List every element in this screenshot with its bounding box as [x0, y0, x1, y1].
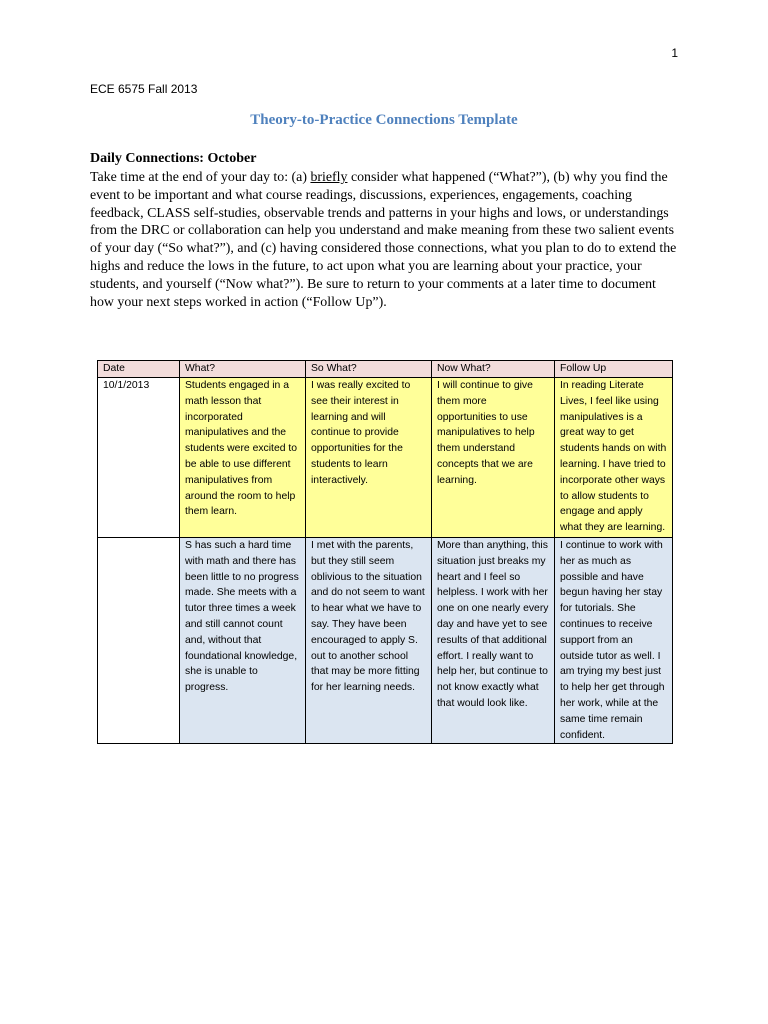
cell-what: Students engaged in a math lesson that incorporated manipulatives and the students were excited to be able to use different manipulatives from around the room to help them learn. — [180, 378, 306, 538]
instructions-text-start: Take time at the end of your day to: (a) — [90, 170, 311, 185]
cell-follow-up: In reading Literate Lives, I feel like using manipulatives is a great way to get students hands on with learning. I have tried to incorporate other ways to allow students to engage and apply what they are learning. — [555, 378, 673, 538]
instructions-text-rest: consider what happened (“What?”), (b) why you find the event to be important and what course readings, discussions, experiences, engagements, coaching feedback, CLASS self-studies, observable trends and patterns in your highs and lows, or understandings from the DRC or collaboration can help you understand and make meaning from these two salient events of your day (“So what?”), and (c) having considered those connections, what you plan to do to extend the highs and reduce the lows in the future, to act upon what you are learning about your practice, your students, and yourself (“Now what?”). Be sure to return to your comments at a later time to document how your next steps worked in action (“Follow Up”). — [90, 170, 677, 310]
table-header-row — [98, 361, 673, 378]
header-follow-up: Follow Up — [555, 361, 673, 378]
instructions-briefly: briefly — [310, 170, 348, 185]
cell-what: S has such a hard time with math and there has been little to no progress made. She meets with a tutor three times a week and still cannot count and, without that foundational knowledge, she is unable to progress. — [180, 537, 306, 743]
instructions-paragraph — [90, 169, 680, 311]
connections-table — [97, 360, 673, 744]
section-heading: Daily Connections: October — [90, 151, 257, 166]
cell-follow-up: I continue to work with her as much as possible and have begun having her stay for tutorials. She continues to receive support from an outside tutor as well. I am trying my best just to help her get through her work, while at the same time remain confident. — [555, 537, 673, 743]
table-row — [98, 378, 673, 538]
cell-now-what: More than anything, this situation just breaks my heart and I feel so helpless. I work with her one on one nearly every day and have yet to see results of that additional effort. I really want to help her, but continue to not know exactly what that would look like. — [432, 537, 555, 743]
table-row — [98, 537, 673, 743]
course-header: ECE 6575 Fall 2013 — [90, 82, 198, 96]
header-now-what: Now What? — [432, 361, 555, 378]
header-what: What? — [180, 361, 306, 378]
cell-so-what: I met with the parents, but they still seem oblivious to the situation and do not seem to want to hear what we have to say. They have been encouraged to apply S. out to another school that may be more fitting for her learning needs. — [306, 537, 432, 743]
document-title: Theory-to-Practice Connections Template — [250, 112, 518, 128]
cell-now-what: I will continue to give them more opportunities to use manipulatives to help them understand concepts that we are learning. — [432, 378, 555, 538]
page-number: 1 — [671, 46, 678, 60]
header-date: Date — [98, 361, 180, 378]
header-so-what: So What? — [306, 361, 432, 378]
cell-so-what: I was really excited to see their interest in learning and will continue to provide opportunities for the students to learn interactively. — [306, 378, 432, 538]
cell-date: 10/1/2013 — [98, 378, 180, 538]
cell-date — [98, 537, 180, 743]
